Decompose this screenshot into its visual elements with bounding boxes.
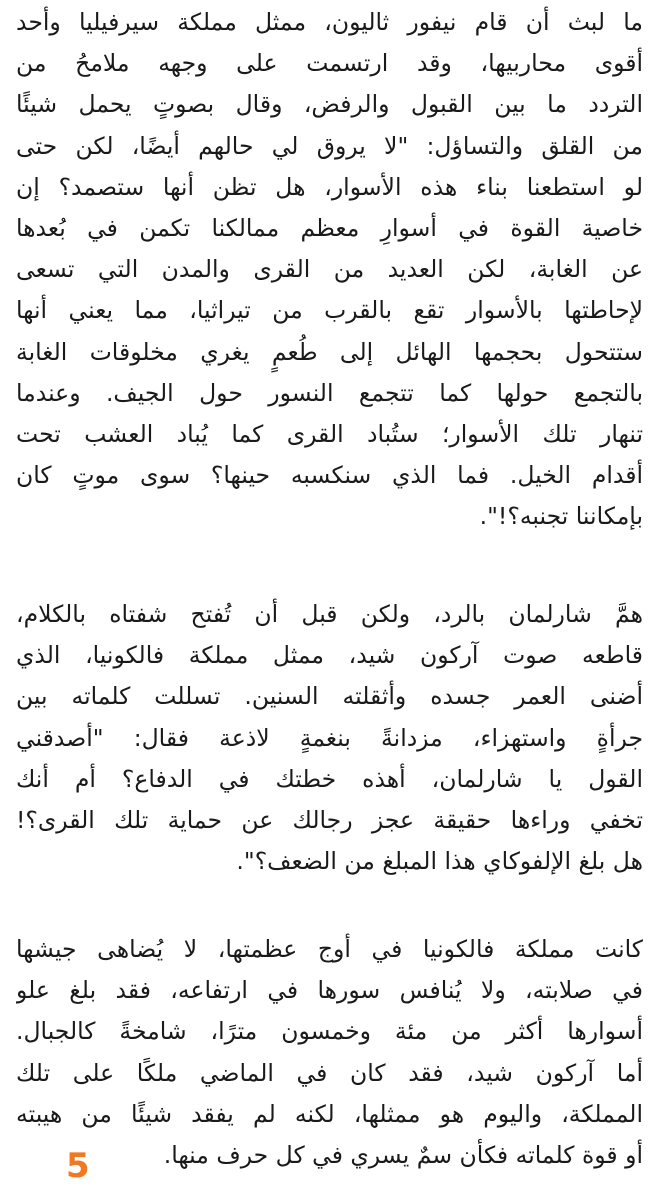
text-line: أسوارها أكثر من مئة وخمسون مترًا، شامخةً كالجبال. [16,1017,643,1046]
text-line: أقوى محاربيها، وقد ارتسمت على وجهه ملامحُ من [16,49,643,78]
text-line: عن الغابة، لكن العديد من القرى والمدن التي تسعى [16,255,643,284]
text-line: قاطعه صوت آركون شيد، ممثل مملكة فالكونيا، الذي [16,641,643,670]
paragraph-1 [16,2,643,537]
text-line: كانت مملكة فالكونيا في أوج عظمتها، لا يُضاهى جيشها [16,935,643,963]
paragraph-2 [16,594,643,882]
text-line: أما آركون شيد، فقد كان في الماضي ملكًا على تلك [16,1058,643,1087]
text-line: بالتجمع حولها كما تتجمع النسور حول الجيف. وعندما [16,378,643,407]
page-number: 5 [66,1146,90,1186]
text-line: القول يا شارلمان، أهذه خطتك في الدفاع؟ أم أنك [16,764,643,793]
text-line: أو قوة كلماته فكأن سمٌ يسري في كل حرف منها. [163,1140,643,1169]
text-line: في صلابته، ولا يُنافس سورها في ارتفاعه، فقد بلغ علو [16,976,643,1005]
text-line: هل بلغ الإلفوكاي هذا المبلغ من الضعف؟". [236,847,643,876]
text-line: ما لبث أن قام نيفور ثاليون، ممثل مملكة سيرفيليا وأحد [16,8,643,36]
text-line: تخفي وراءها حقيقة عجز رجالك عن حماية تلك القرى؟! [16,805,643,834]
text-line: أضنى العمر جسده وأثقلته السنين. تسللت كلماته بين [16,682,643,711]
text-line: أقدام الخيل. فما الذي سنكسبه حينها؟ سوى موتٍ كان [16,461,643,490]
text-line: همَّ شارلمان بالرد، ولكن قبل أن تُفتح شفتاه بالكلام، [16,600,643,628]
text-line: التردد ما بين القبول والرفض، وقال بصوتٍ يحمل شيئًا [16,90,643,119]
text-line: جرأةٍ واستهزاء، مزدانةً بنغمةٍ لاذعة فقال: "أصدقني [16,723,643,752]
text-line: خاصية القوة في أسوارِ معظم ممالكنا تكمن في بُعدها [16,213,643,242]
text-line: بإمكاننا تجنبه؟!". [479,502,643,531]
text-line: تنهار تلك الأسوار؛ ستُباد القرى كما يُباد العشب تحت [16,419,643,448]
text-line: لإحاطتها بالأسوار تقع بالقرب من تيراثيا، مما يعني أنها [16,296,643,325]
text-line: ستتحول بحجمها الهائل إلى طُعمٍ يغري مخلوقات الغابة [16,337,643,366]
text-line: المملكة، واليوم هو ممثلها، لكنه لم يفقد شيئًا من هيبته [16,1099,643,1128]
text-line: لو استطعنا بناء هذه الأسوار، هل تظن أنها ستصمد؟ إن [16,172,643,201]
text-line: من القلق والتساؤل: "لا يروق لي حالهم أيضًا، لكن حتى [16,131,643,160]
paragraph-3 [16,929,643,1176]
